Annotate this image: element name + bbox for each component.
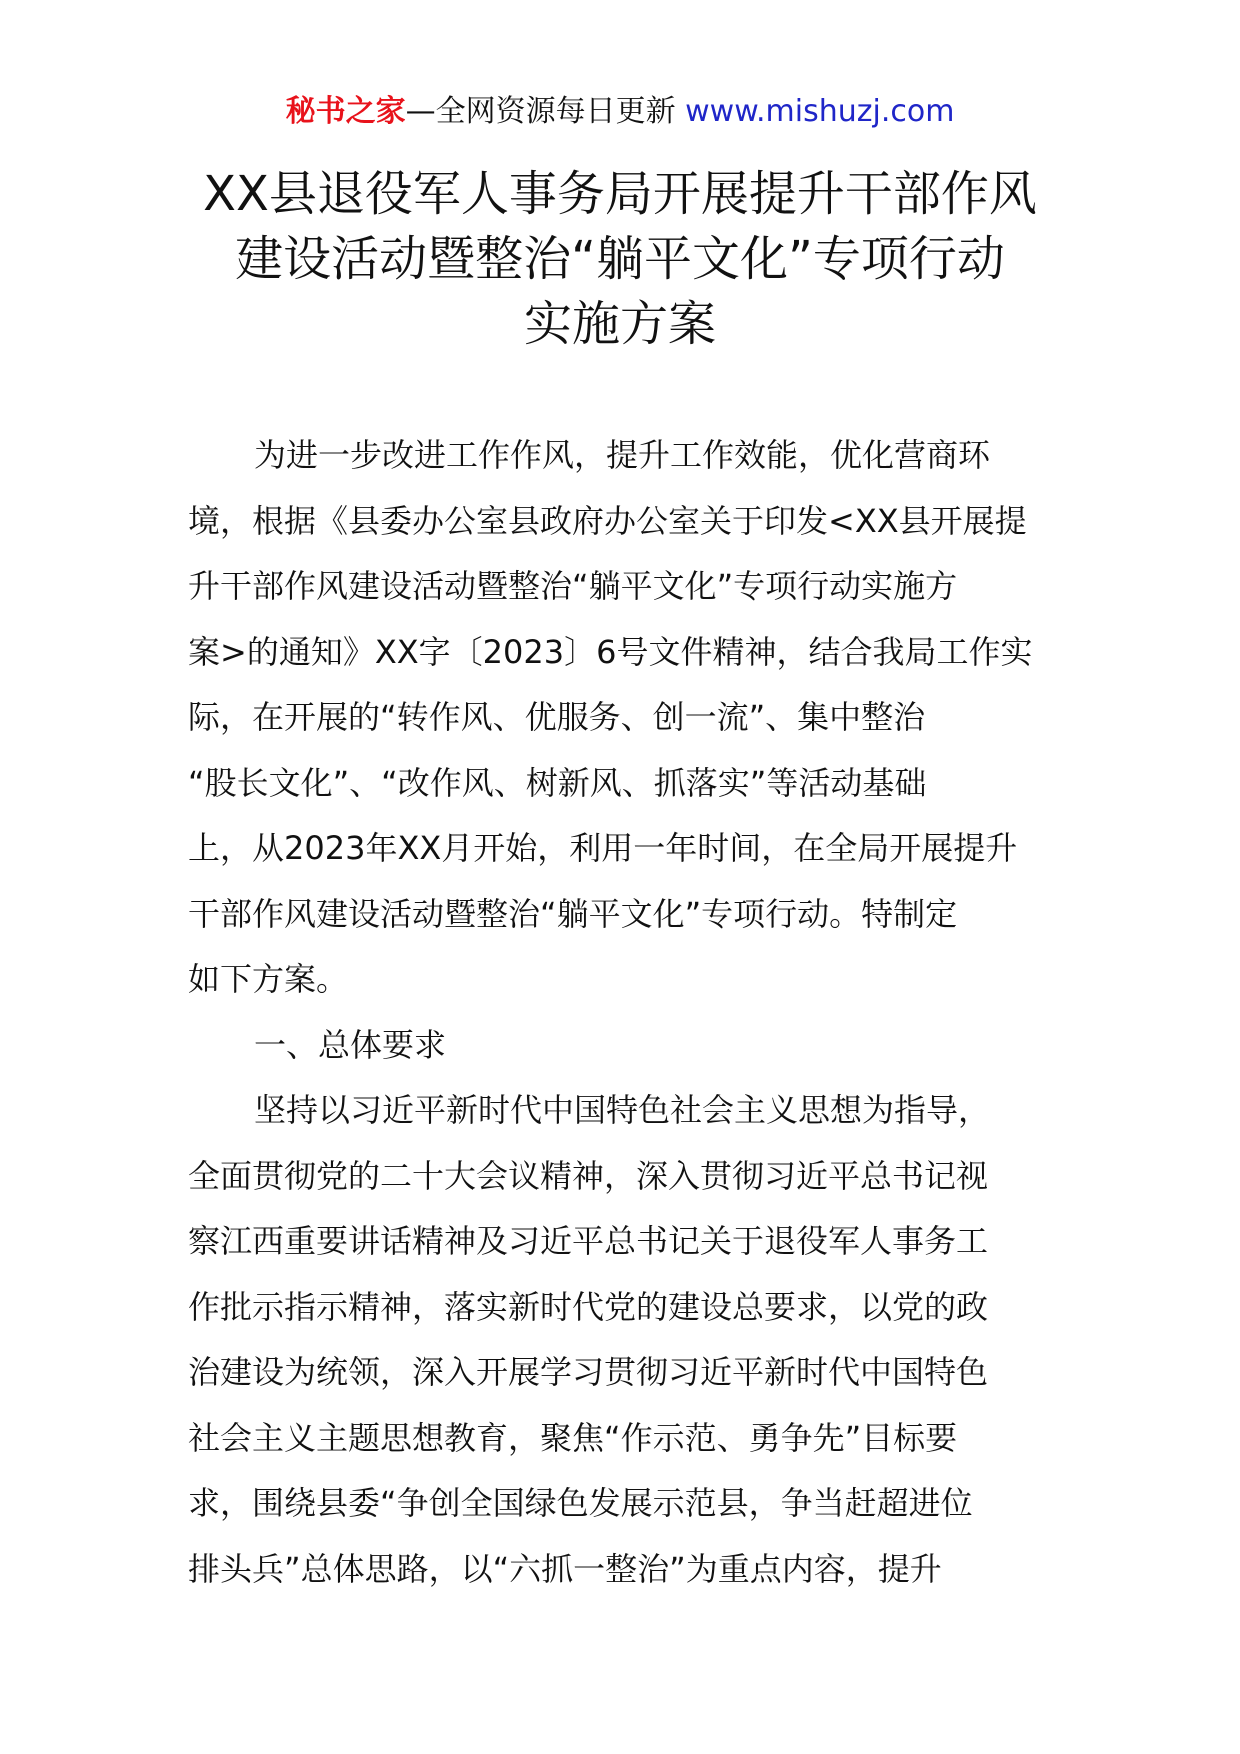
- paragraph-line: 治建设为统领，深入开展学习贯彻习近平新时代中国特色: [188, 1353, 989, 1391]
- site-url[interactable]: www.mishuzj.com: [685, 94, 955, 129]
- paragraph-line: 社会主义主题思想教育，聚焦“作示范、勇争先”目标要: [188, 1418, 958, 1457]
- document-body: [188, 423, 1060, 1602]
- document-title: [120, 162, 1120, 357]
- paragraph-line: 作批示指示精神，落实新时代党的建设总要求，以党的政: [188, 1287, 989, 1326]
- site-tagline: —全网资源每日更新: [405, 94, 676, 129]
- paragraph-line: 案>的通知》XX字〔2023〕6号文件精神，结合我局工作实: [188, 632, 1033, 671]
- title-line: 实施方案: [523, 296, 716, 352]
- title-line: XX县退役军人事务局开展提升干部作风: [203, 166, 1037, 222]
- paragraph-line: 求，围绕县委“争创全国绿色发展示范县，争当赶超进位: [188, 1484, 973, 1522]
- paragraph-line: 境，根据《县委办公室县政府办公室关于印发<XX县开展提: [188, 501, 1027, 540]
- paragraph-line: “股长文化”、“改作风、树新风、抓落实”等活动基础: [188, 763, 927, 802]
- title-line: 建设活动暨整治“躺平文化”专项行动: [235, 231, 1005, 287]
- paragraph-line: 上，从2023年XX月开始，利用一年时间，在全局开展提升: [188, 829, 1018, 867]
- paragraph-line: 排头兵”总体思路，以“六抓一整治”为重点内容，提升: [188, 1549, 942, 1588]
- paragraph-line: 全面贯彻党的二十大会议精神，深入贯彻习近平总书记视: [188, 1156, 989, 1195]
- paragraph-line: 际，在开展的“转作风、优服务、创一流”、集中整治: [188, 698, 926, 736]
- watermark-header: [0, 90, 1240, 134]
- paragraph-line: 升干部作风建设活动暨整治“躺平文化”专项行动实施方: [188, 567, 958, 605]
- paragraph-line: 如下方案。: [188, 960, 349, 998]
- paragraph-line: 坚持以习近平新时代中国特色社会主义思想为指导，: [254, 1091, 991, 1129]
- paragraph-line: 察江西重要讲话精神及习近平总书记关于退役军人事务工: [188, 1222, 989, 1260]
- paragraph-line: 为进一步改进工作作风，提升工作效能，优化营商环: [254, 436, 991, 474]
- site-brand: 秘书之家: [285, 94, 406, 129]
- section-heading: 一、总体要求: [254, 1025, 447, 1064]
- paragraph-line: 干部作风建设活动暨整治“躺平文化”专项行动。特制定: [188, 894, 958, 933]
